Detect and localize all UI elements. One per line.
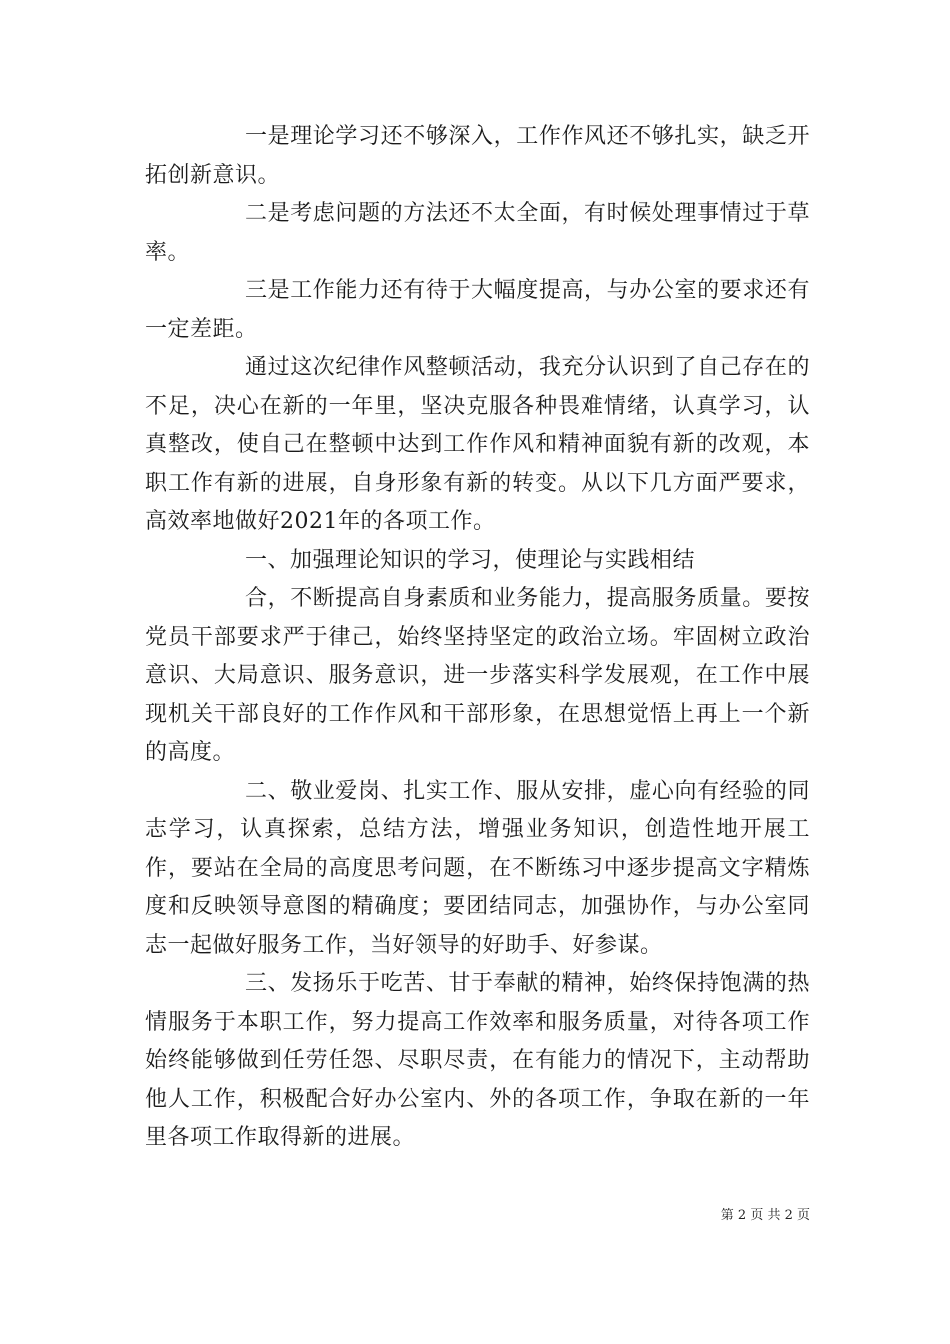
- paragraph-section-2: 二、敬业爱岗、扎实工作、服从安排，虚心向有经验的同志学习，认真探索，总结方法，增强业务知识，创造性地开展工作，要站在全局的高度思考问题，在不断练习中逐步提高文字精炼度和反映领导意图的精确度；要团结同志，加强协作，与办公室同志一起做好服务工作，当好领导的好助手、好参谋。: [145, 778, 810, 958]
- paragraph-section-3: 三、发扬乐于吃苦、甘于奉献的精神，始终保持饱满的热情服务于本职工作，努力提高工作效率和服务质量，对待各项工作始终能够做到任劳任怨、尽职尽责，在有能力的情况下，主动帮助他人工作，积极配合好办公室内、外的各项工作，争取在新的一年里各项工作取得新的进展。: [145, 971, 810, 1150]
- page-number-footer: 第 2 页 共 2 页: [720, 1208, 810, 1223]
- paragraph-section-1: 合，不断提高自身素质和业务能力，提高服务质量。要按党员干部要求严于律己，始终坚持坚定的政治立场。牢固树立政治意识、大局意识、服务意识，进一步落实科学发展观，在工作中展现机关干部良好的工作作风和干部形象，在思想觉悟上再上一个新的高度。: [145, 586, 810, 765]
- paragraph-problem-1: 一是理论学习还不够深入，工作作风还不够扎实，缺乏开拓创新意识。: [145, 124, 810, 188]
- paragraph-problem-3: 三是工作能力还有待于大幅度提高，与办公室的要求还有一定差距。: [145, 278, 810, 342]
- section-heading-1: 一、加强理论知识的学习，使理论与实践相结: [245, 547, 696, 573]
- document-body: [145, 118, 810, 1158]
- paragraph-problem-2: 二是考虑问题的方法还不太全面，有时候处理事情过于草率。: [145, 201, 810, 265]
- paragraph-resolution: 通过这次纪律作风整顿活动，我充分认识到了自己存在的不足，决心在新的一年里，坚决克服各种畏难情绪，认真学习，认真整改，使自己在整顿中达到工作作风和精神面貌有新的改观，本职工作有新的进展，自身形象有新的转变。从以下几方面严要求，高效率地做好2021年的各项工作。: [145, 355, 810, 534]
